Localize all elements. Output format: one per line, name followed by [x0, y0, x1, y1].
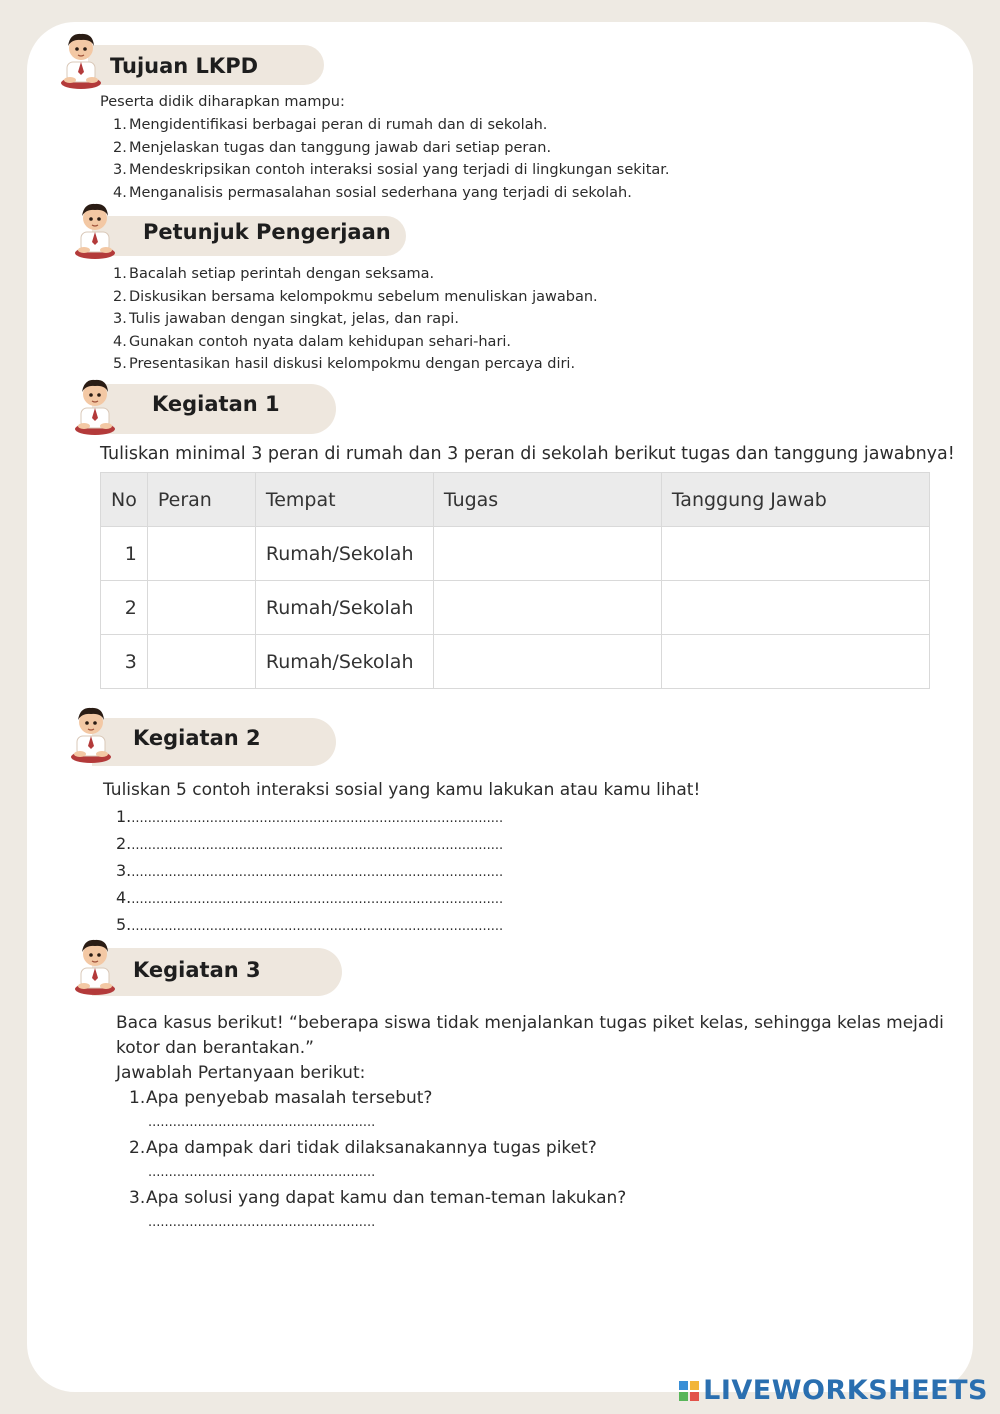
list-number: 1.	[113, 117, 127, 133]
cell-tugas-input[interactable]	[433, 581, 661, 635]
list-item	[113, 353, 598, 376]
list-item	[113, 286, 598, 309]
liveworksheets-logo	[679, 1375, 988, 1406]
answer-blank[interactable]: ..........................................................................................	[131, 892, 504, 907]
list-text: Diskusikan bersama kelompokmu sebelum menuliskan jawaban.	[129, 288, 598, 305]
list-number: 2.	[113, 139, 127, 156]
answer-blank[interactable]: ..........................................................................................	[131, 838, 504, 853]
list-text: Menganalisis permasalahan sosial sederhana yang terjadi di sekolah.	[129, 184, 632, 201]
brand-name: LIVEWORKSHEETS	[703, 1375, 988, 1406]
list-text: Bacalah setiap perintah dengan seksama.	[129, 266, 435, 282]
kegiatan2-answers	[116, 804, 503, 939]
petunjuk-list	[113, 263, 598, 376]
list-number: 4.	[113, 333, 127, 350]
case-text-line2: kotor dan berantakan.”	[116, 1038, 314, 1058]
question-text: Apa penyebab masalah tersebut?	[146, 1088, 433, 1108]
answer-blank[interactable]: ..........................................................................................	[131, 811, 504, 826]
list-text: Gunakan contoh nyata dalam kehidupan sehari-hari.	[129, 333, 512, 350]
question-item	[129, 1086, 626, 1136]
list-text: Mengidentifikasi berbagai peran di rumah dan di sekolah.	[129, 117, 548, 133]
table-row	[101, 635, 930, 689]
list-item	[113, 159, 670, 182]
section-title-kegiatan1: Kegiatan 1	[152, 392, 280, 416]
answer-line[interactable]	[116, 858, 503, 885]
table-header-row	[101, 473, 930, 527]
cell-tanggung-jawab-input[interactable]	[661, 527, 929, 581]
header-peran: Peran	[147, 473, 255, 527]
student-icon	[72, 198, 118, 264]
list-number: 4.	[113, 184, 127, 201]
answer-number: 1.	[116, 807, 132, 826]
question-text: Apa dampak dari tidak dilaksanakannya tugas piket?	[146, 1138, 597, 1158]
list-item	[113, 263, 598, 286]
list-item	[113, 308, 598, 331]
answer-blank[interactable]: .......................................................	[148, 1165, 376, 1180]
list-item	[113, 114, 670, 137]
answer-line[interactable]	[116, 885, 503, 912]
table-row	[101, 581, 930, 635]
header-tanggung-jawab: Tanggung Jawab	[661, 473, 929, 527]
student-icon	[72, 374, 118, 440]
answer-blank[interactable]: .......................................................	[148, 1115, 376, 1130]
list-item	[113, 137, 670, 160]
cell-no: 1	[101, 527, 148, 581]
questions-list	[129, 1086, 626, 1236]
list-item	[113, 331, 598, 354]
section-title-tujuan: Tujuan LKPD	[110, 54, 259, 78]
question-number: 1.	[129, 1088, 146, 1108]
cell-no: 2	[101, 581, 148, 635]
list-number: 3.	[113, 311, 127, 327]
answer-number: 4.	[116, 888, 132, 907]
list-text: Mendeskripsikan contoh interaksi sosial yang terjadi di lingkungan sekitar.	[129, 162, 670, 178]
header-tugas: Tugas	[433, 473, 661, 527]
answer-line[interactable]	[116, 912, 503, 939]
case-text-line1: Baca kasus berikut! “beberapa siswa tidak menjalankan tugas piket kelas, sehingga kelas mejadi	[116, 1013, 944, 1033]
answer-blank[interactable]: ..........................................................................................	[131, 865, 504, 880]
questions-prompt: Jawablah Pertanyaan berikut:	[116, 1063, 366, 1083]
question-number: 3.	[129, 1188, 146, 1208]
student-icon	[72, 934, 118, 1000]
logo-squares-icon	[679, 1381, 699, 1401]
answer-line[interactable]	[116, 804, 503, 831]
kegiatan1-instruction: Tuliskan minimal 3 peran di rumah dan 3 peran di sekolah berikut tugas dan tanggung jawabnya!	[100, 444, 955, 464]
cell-tugas-input[interactable]	[433, 635, 661, 689]
tujuan-intro: Peserta didik diharapkan mampu:	[100, 94, 345, 110]
list-number: 3.	[113, 162, 127, 178]
section-title-kegiatan2: Kegiatan 2	[133, 726, 261, 750]
cell-no: 3	[101, 635, 148, 689]
list-text: Menjelaskan tugas dan tanggung jawab dari setiap peran.	[129, 139, 552, 156]
roles-table	[100, 472, 930, 689]
answer-line[interactable]	[116, 831, 503, 858]
cell-tempat: Rumah/Sekolah	[255, 635, 433, 689]
answer-number: 2.	[116, 834, 132, 853]
cell-peran-input[interactable]	[147, 581, 255, 635]
cell-tugas-input[interactable]	[433, 527, 661, 581]
list-text: Tulis jawaban dengan singkat, jelas, dan rapi.	[129, 311, 459, 327]
section-title-kegiatan3: Kegiatan 3	[133, 958, 261, 982]
list-number: 2.	[113, 288, 127, 305]
student-icon	[58, 28, 104, 94]
answer-blank[interactable]: .......................................................	[148, 1215, 376, 1230]
list-text: Presentasikan hasil diskusi kelompokmu dengan percaya diri.	[129, 356, 576, 372]
list-item	[113, 182, 670, 205]
section-title-petunjuk: Petunjuk Pengerjaan	[143, 220, 391, 244]
answer-number: 5.	[116, 915, 132, 934]
student-icon	[68, 702, 114, 768]
header-no: No	[101, 473, 148, 527]
answer-blank[interactable]: ..........................................................................................	[131, 919, 504, 934]
cell-tempat: Rumah/Sekolah	[255, 527, 433, 581]
cell-tempat: Rumah/Sekolah	[255, 581, 433, 635]
tujuan-list	[113, 114, 670, 204]
answer-number: 3.	[116, 861, 132, 880]
header-tempat: Tempat	[255, 473, 433, 527]
list-number: 1.	[113, 266, 127, 282]
question-item	[129, 1136, 626, 1186]
cell-peran-input[interactable]	[147, 635, 255, 689]
list-number: 5.	[113, 356, 127, 372]
question-text: Apa solusi yang dapat kamu dan teman-teman lakukan?	[146, 1188, 627, 1208]
question-number: 2.	[129, 1138, 146, 1158]
table-row	[101, 527, 930, 581]
question-item	[129, 1186, 626, 1236]
cell-tanggung-jawab-input[interactable]	[661, 581, 929, 635]
cell-peran-input[interactable]	[147, 527, 255, 581]
cell-tanggung-jawab-input[interactable]	[661, 635, 929, 689]
kegiatan2-instruction: Tuliskan 5 contoh interaksi sosial yang kamu lakukan atau kamu lihat!	[103, 780, 701, 800]
